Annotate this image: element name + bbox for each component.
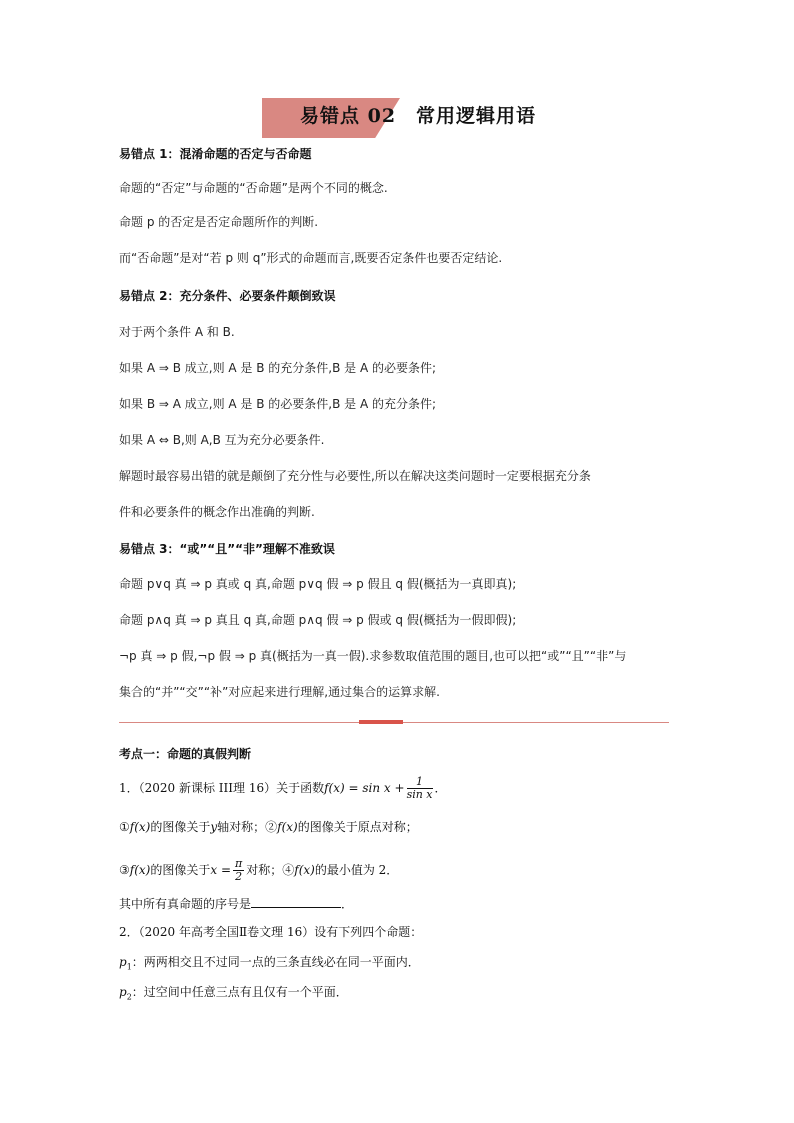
q1-prefix: 1．（2020 新课标 III理 16）关于函数: [119, 781, 325, 795]
q1-ask-end: ．: [341, 897, 354, 911]
question-1-ask: [119, 895, 353, 912]
opt-c-frac-den: 2: [235, 870, 243, 883]
question-1-options-cd: [119, 858, 398, 883]
opt-a-func: f(x): [129, 820, 151, 834]
opt-d-text: 的最小值为 2．: [314, 863, 399, 877]
q1-fraction: [407, 776, 433, 801]
paragraph-line: 命题 p 的否定是否定命题所作的判断.: [119, 215, 319, 229]
section-heading-1: 易错点 1：混淆命题的否定与否命题: [119, 147, 312, 161]
paragraph-line: ¬p 真 ⇒ p 假,¬p 假 ⇒ p 真(概括为一真一假).求参数取值范围的题目,也可以把“或”“且”“非”与: [119, 649, 627, 663]
q1-func: f(x): [324, 781, 345, 795]
opt-c-marker: ③: [119, 863, 130, 877]
question-2-p2: [119, 984, 348, 1005]
p1-var: p: [119, 955, 127, 969]
opt-c-eq: x =: [210, 863, 231, 877]
question-1-stem: [119, 776, 447, 801]
q1-ask-text: 其中所有真命题的序号是: [119, 897, 252, 911]
opt-a-text: 的图像关于: [150, 820, 211, 834]
divider-accent: [359, 720, 403, 724]
opt-d-func: f(x): [294, 863, 315, 877]
paragraph-line: 如果 B ⇒ A 成立,则 A 是 B 的必要条件,B 是 A 的充分条件;: [119, 397, 437, 411]
q1-frac-den: sin x: [406, 788, 433, 801]
opt-c-text: 的图像关于: [150, 863, 211, 877]
p2-var: p: [119, 985, 127, 999]
kaodian-heading: 考点一：命题的真假判断: [119, 747, 252, 761]
opt-c-func: f(x): [129, 863, 151, 877]
question-2-stem: 2．（2020 年高考全国Ⅱ卷文理 16）设有下列四个命题：: [119, 925, 423, 939]
opt-a-var: y: [210, 820, 218, 834]
page-title: 易错点 02 常用逻辑用语: [300, 105, 537, 127]
paragraph-line: 对于两个条件 A 和 B.: [119, 325, 235, 339]
title-banner: [262, 98, 562, 138]
question-2-p1: [119, 954, 420, 975]
opt-b-text: 的图像关于原点对称；: [297, 820, 418, 834]
p1-text: ：两两相交且不过同一点的三条直线必在同一平面内．: [131, 955, 420, 969]
paragraph-line: 如果 A ⇒ B 成立,则 A 是 B 的充分条件,B 是 A 的必要条件;: [119, 361, 437, 375]
opt-c-end: 对称；④: [246, 863, 295, 877]
paragraph-line: 而“否命题”是对“若 p 则 q”形式的命题而言,既要否定条件也要否定结论.: [119, 251, 503, 265]
opt-c-fraction: [233, 858, 244, 883]
opt-a-end: 轴对称；②: [217, 820, 278, 834]
opt-c-frac-num: π: [235, 857, 243, 870]
paragraph-line: 命题 p∨q 真 ⇒ p 真或 q 真,命题 p∨q 假 ⇒ p 假且 q 假(概括为一真即真);: [119, 577, 517, 591]
section-heading-3: 易错点 3：“或”“且”“非”理解不准致误: [119, 542, 335, 556]
q1-end: ．: [434, 781, 447, 795]
p2-sub: 2: [126, 992, 132, 1002]
answer-blank[interactable]: [251, 895, 341, 908]
paragraph-line: 集合的“并”“交”“补”对应起来进行理解,通过集合的运算求解.: [119, 685, 440, 699]
section-heading-2: 易错点 2：充分条件、必要条件颠倒致误: [119, 289, 336, 303]
opt-b-func: f(x): [277, 820, 298, 834]
paragraph-line: 解题时最容易出错的就是颠倒了充分性与必要性,所以在解决这类问题时一定要根据充分条: [119, 469, 591, 483]
opt-a-marker: ①: [119, 820, 130, 834]
p2-text: ：过空间中任意三点有且仅有一个平面．: [131, 985, 348, 999]
paragraph-line: 命题 p∧q 真 ⇒ p 真且 q 真,命题 p∧q 假 ⇒ p 假或 q 假(概括为一假即假);: [119, 613, 517, 627]
question-1-options-ab: [119, 819, 418, 835]
paragraph-line: 如果 A ⇔ B,则 A,B 互为充分必要条件.: [119, 433, 325, 447]
paragraph-line: 件和必要条件的概念作出准确的判断.: [119, 505, 315, 519]
q1-eq: = sin x +: [348, 781, 405, 795]
q1-frac-num: 1: [407, 776, 433, 789]
paragraph-line: 命题的“否定”与命题的“否命题”是两个不同的概念.: [119, 181, 388, 195]
p1-sub: 1: [126, 962, 132, 972]
